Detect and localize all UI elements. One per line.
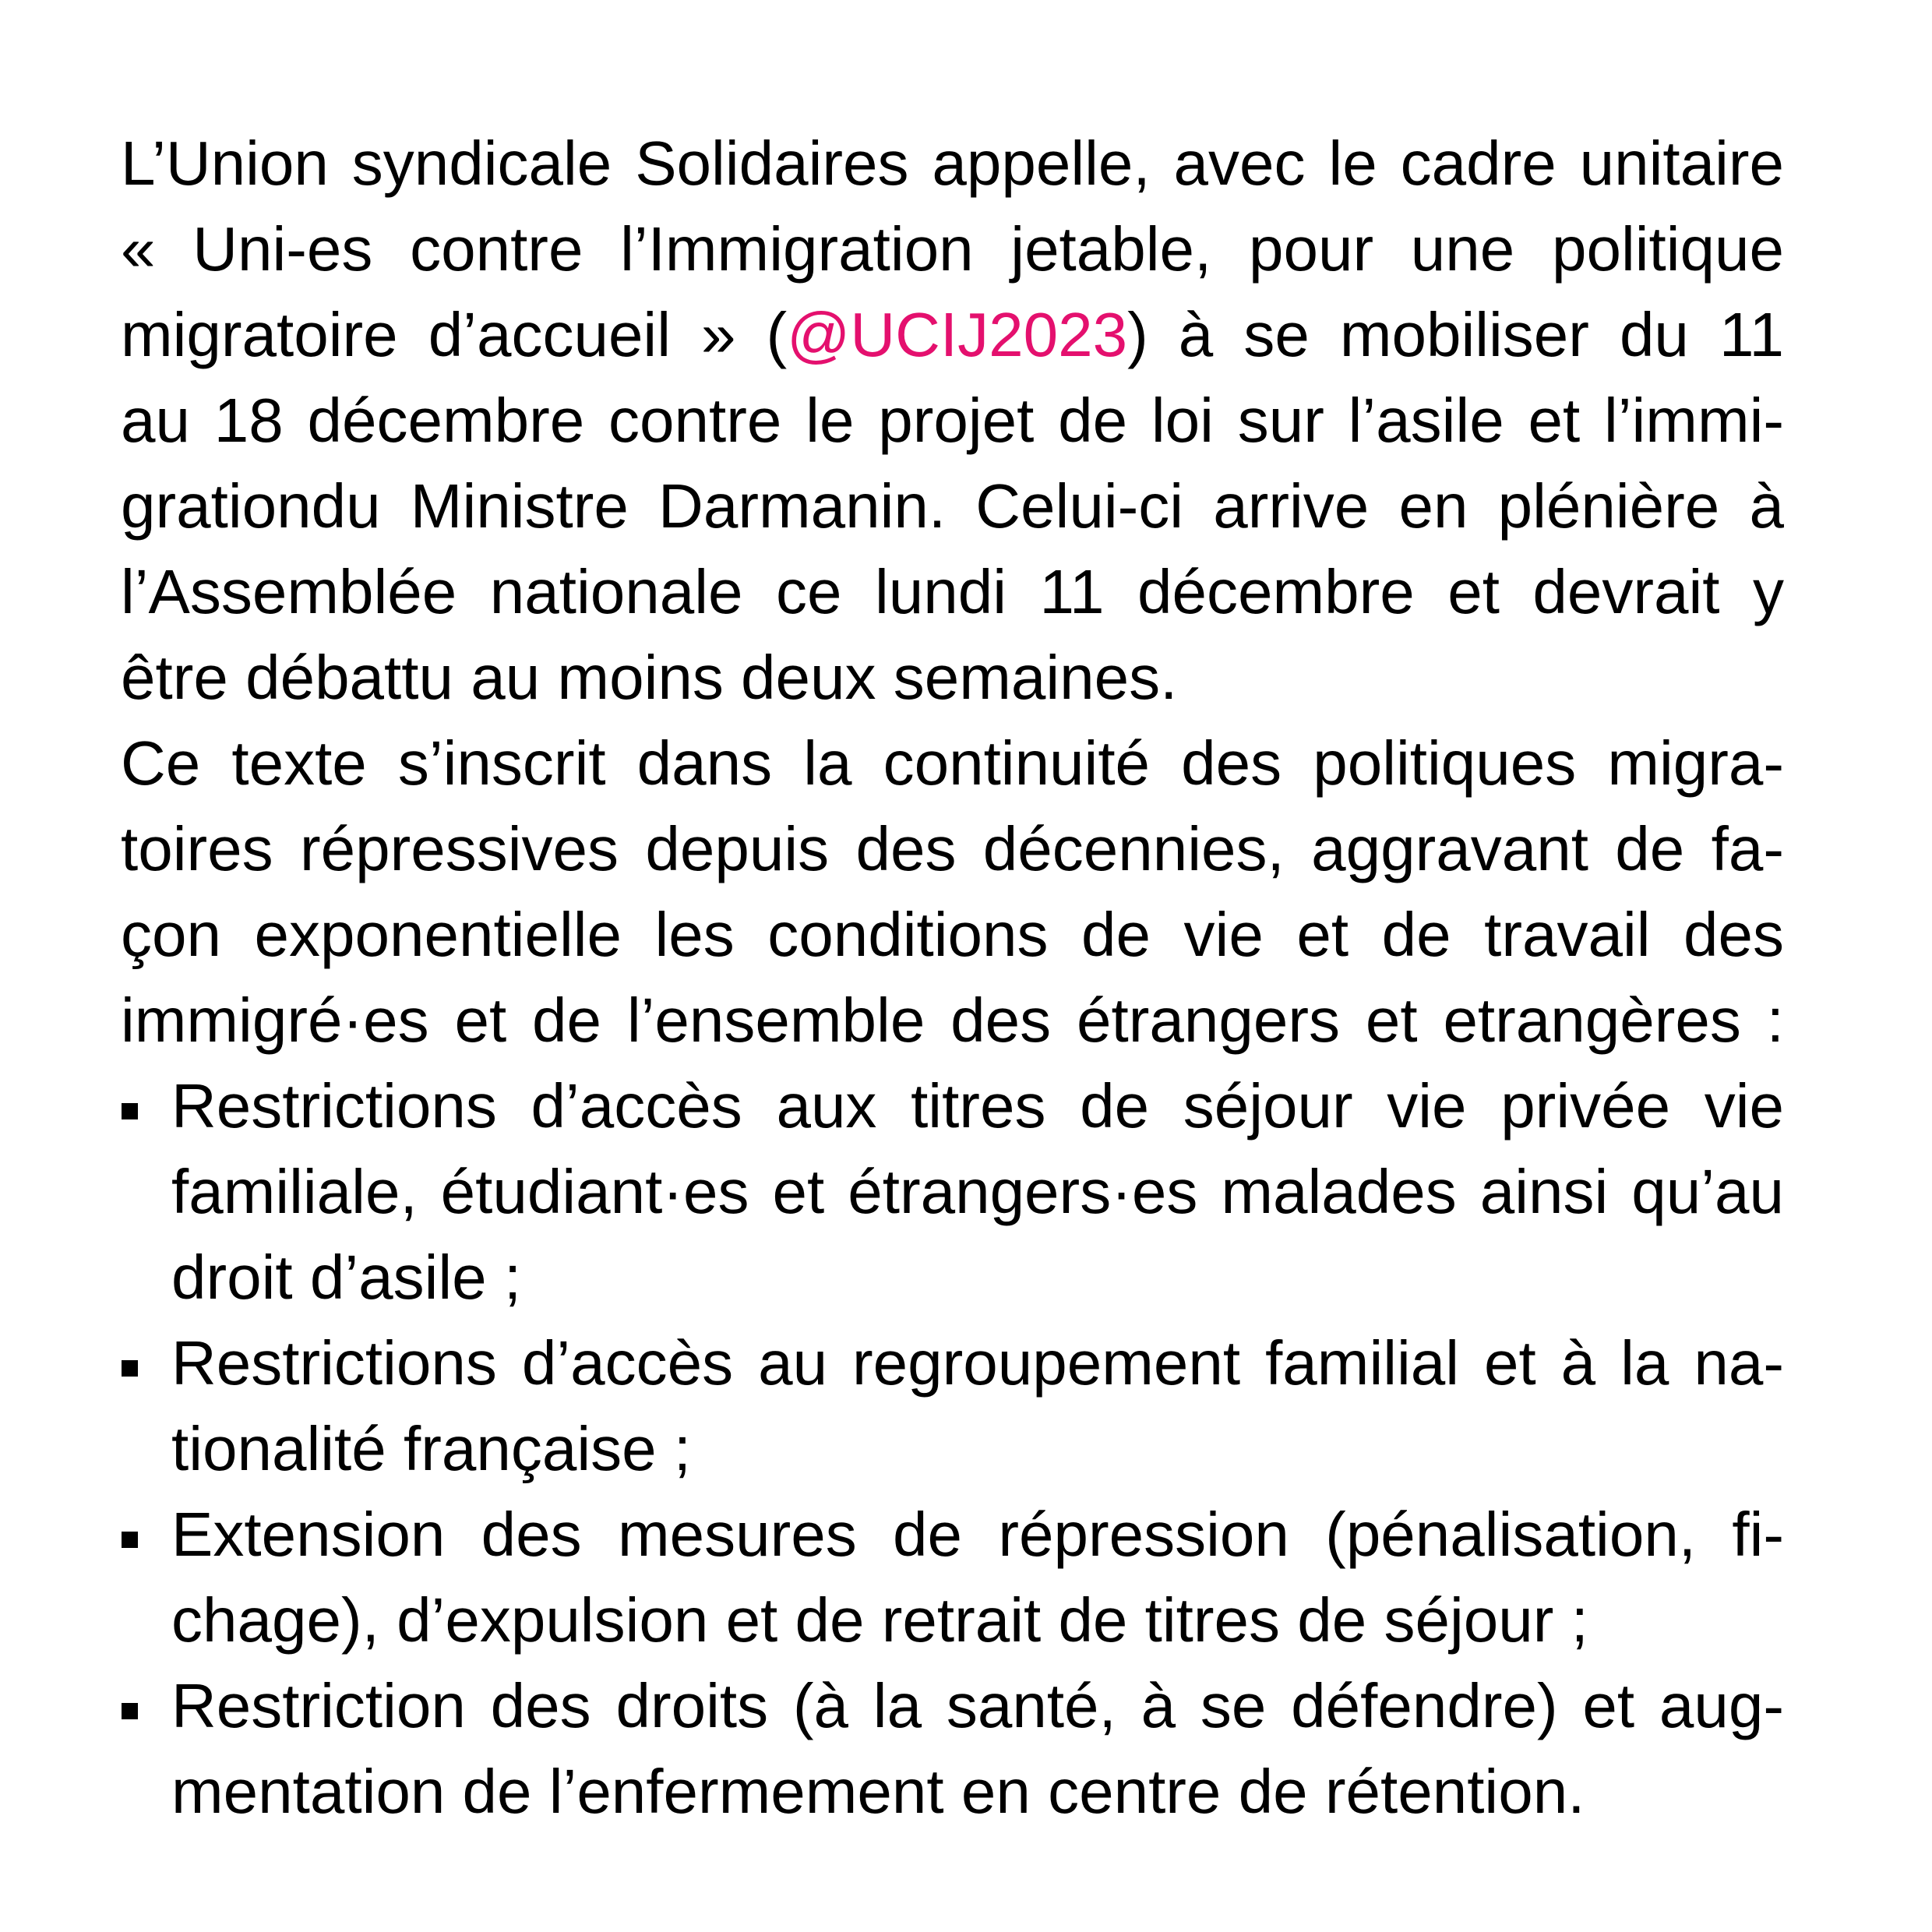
text-line: droit d’asile ; [171, 1243, 522, 1312]
square-bullet-icon [122, 1532, 138, 1548]
text-line: Restrictions d’accès aux titres de séjour vie privée vie [171, 1071, 1784, 1141]
square-bullet-icon [122, 1703, 138, 1719]
text-line: Restriction des droits (à la santé, à se défendre) et aug- [171, 1671, 1784, 1740]
text-segment: ) à se mobiliser du 11 [1127, 300, 1784, 369]
text-line: au 18 décembre contre le projet de loi sur l’asile et l’immi- [121, 386, 1784, 455]
list-item [121, 1320, 1784, 1492]
text-line-with-link [121, 292, 1784, 378]
text-line: être débattu au moins deux semaines. [121, 643, 1178, 712]
text-line: tionalité française ; [171, 1414, 692, 1483]
text-line: l’Assemblée nationale ce lundi 11 décembre et devrait y [121, 557, 1784, 626]
list-item [121, 1492, 1784, 1663]
list-item [121, 1063, 1784, 1320]
text-line: toires répressives depuis des décennies, aggravant de fa- [121, 814, 1784, 883]
paragraph-context [121, 721, 1784, 1063]
text-line: immigré·es et de l’ensemble des étrangers et etrangères : [121, 985, 1784, 1055]
text-line: Ce texte s’inscrit dans la continuité des politiques migra- [121, 728, 1784, 798]
text-line: « Uni-es contre l’Immigration jetable, pour une politique [121, 214, 1784, 284]
text-line: grationdu Ministre Darmanin. Celui-ci arrive en plénière à [121, 471, 1784, 541]
text-line: chage), d’expulsion et de retrait de titres de séjour ; [171, 1585, 1588, 1655]
square-bullet-icon [122, 1103, 138, 1119]
text-line: L’Union syndicale Solidaires appelle, avec le cadre unitaire [121, 129, 1784, 198]
article-text [121, 121, 1784, 1835]
text-line: Restrictions d’accès au regroupement familial et à la na- [171, 1328, 1784, 1398]
text-line: mentation de l’enfermement en centre de rétention. [171, 1757, 1585, 1826]
text-line: Extension des mesures de répression (pénalisation, fi- [171, 1500, 1784, 1569]
text-line: familiale, étudiant·es et étrangers·es malades ainsi qu’au [171, 1157, 1784, 1226]
text-line: çon exponentielle les conditions de vie et de travail des [121, 900, 1784, 969]
square-bullet-icon [122, 1360, 138, 1377]
list-item [121, 1663, 1784, 1835]
text-segment: migratoire d’accueil » ( [121, 300, 788, 369]
ucij2023-mention-link[interactable]: @UCIJ2023 [787, 300, 1128, 369]
paragraph-intro [121, 121, 1784, 721]
